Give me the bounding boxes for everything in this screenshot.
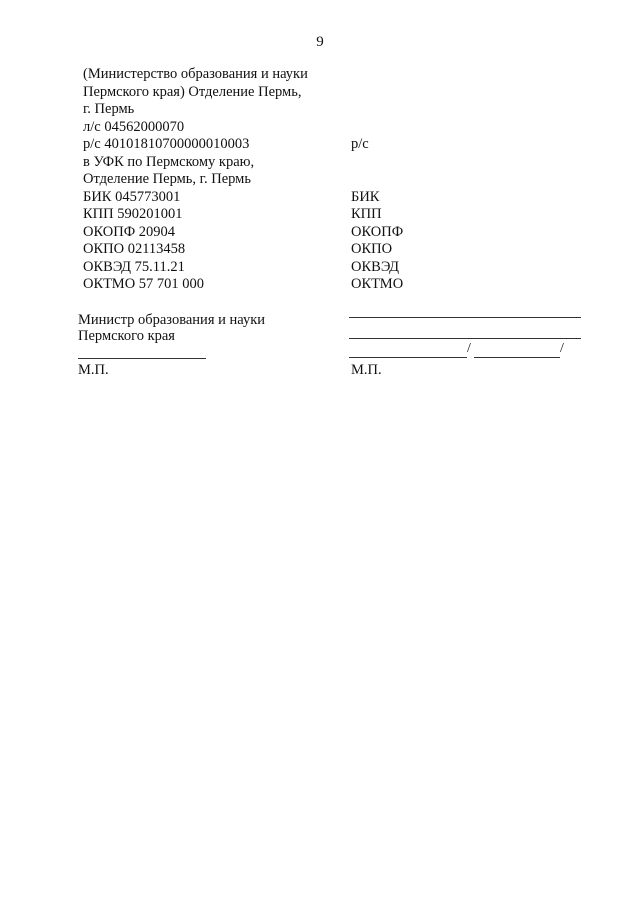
signer-title-line2: Пермского края xyxy=(78,328,175,344)
right-okopf-label: ОКОПФ xyxy=(351,223,404,240)
req-line-bik: БИК 045773001 xyxy=(83,188,181,205)
right-signature-slash-2: / xyxy=(560,341,564,356)
right-stamp-place: М.П. xyxy=(351,362,382,378)
left-requisites xyxy=(83,66,343,294)
req-line-settlement-account: р/с 40101810700000010003 xyxy=(83,136,250,152)
right-signature-line-3b xyxy=(474,357,560,358)
req-line-okpo: ОКПО 02113458 xyxy=(83,241,186,257)
req-line-branch: Отделение Пермь, г. Пермь xyxy=(83,171,251,187)
right-okpo-label: ОКПО xyxy=(351,241,393,257)
req-line-ministry: (Министерство образования и науки xyxy=(83,66,308,82)
right-signature-slash-1: / xyxy=(467,341,471,356)
page-number: 9 xyxy=(316,34,324,50)
left-stamp-place: М.П. xyxy=(78,362,109,378)
right-signature-line-1 xyxy=(349,317,581,318)
left-signature-line xyxy=(78,358,206,359)
right-signature-line-2 xyxy=(349,338,581,339)
req-line-personal-account: л/с 04562000070 xyxy=(83,118,185,135)
left-signature-title xyxy=(78,312,338,344)
req-line-ufk: в УФК по Пермскому краю, xyxy=(83,153,255,170)
req-line-okopf: ОКОПФ 20904 xyxy=(83,223,176,240)
right-okved-label: ОКВЭД xyxy=(351,258,400,275)
right-requisites xyxy=(351,66,591,294)
right-rs-label: р/с xyxy=(351,136,369,152)
req-line-okved: ОКВЭД 75.11.21 xyxy=(83,258,185,275)
req-line-city: г. Пермь xyxy=(83,101,135,117)
req-line-kpp: КПП 590201001 xyxy=(83,206,183,222)
right-signature-line-3a xyxy=(349,357,467,358)
right-kpp-label: КПП xyxy=(351,206,382,222)
right-oktmo-label: ОКТМО xyxy=(351,276,404,292)
signer-title-line1: Министр образования и науки xyxy=(78,312,266,328)
req-line-oktmo: ОКТМО 57 701 000 xyxy=(83,276,205,292)
req-line-department: Пермского края) Отделение Пермь, xyxy=(83,83,302,100)
right-bik-label: БИК xyxy=(351,188,380,205)
